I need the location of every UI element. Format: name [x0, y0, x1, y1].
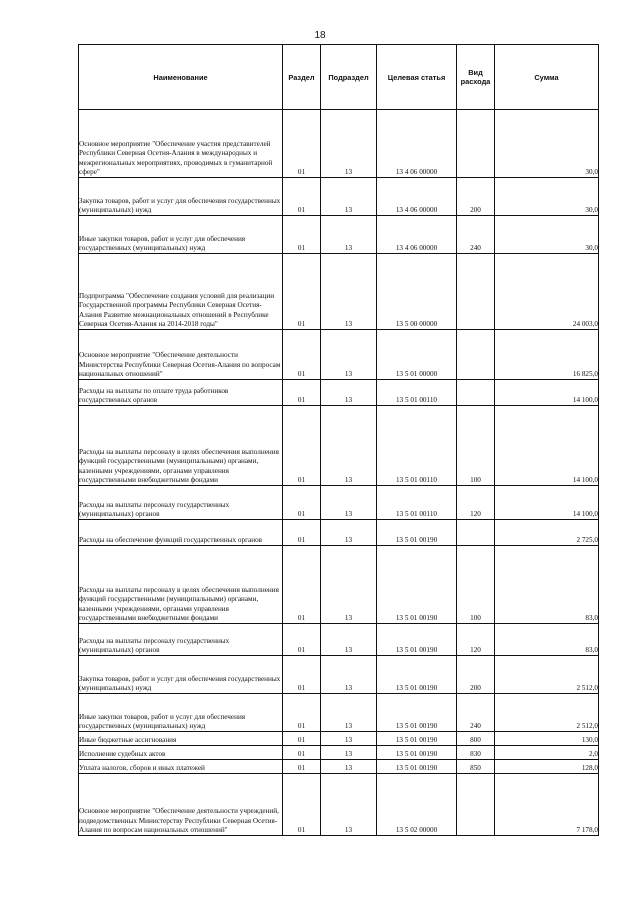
cell-sum: 14 100,0 — [495, 380, 599, 406]
table-row — [79, 380, 599, 406]
cell-target: 13 5 02 00000 — [377, 774, 457, 836]
cell-sum: 2,0 — [495, 746, 599, 760]
budget-table — [78, 44, 599, 836]
cell-type: 120 — [457, 624, 495, 656]
cell-type: 240 — [457, 216, 495, 254]
cell-name: Исполнение судебных актов — [79, 746, 283, 760]
header-section: Раздел — [283, 45, 321, 110]
cell-section: 01 — [283, 760, 321, 774]
cell-subsection: 13 — [321, 694, 377, 732]
table-row — [79, 178, 599, 216]
table-header-row — [79, 45, 599, 110]
cell-section: 01 — [283, 406, 321, 486]
cell-name: Закупка товаров, работ и услуг для обеспечения государственных (муниципальных) нужд — [79, 656, 283, 694]
cell-type: 200 — [457, 178, 495, 216]
cell-name: Основное мероприятие "Обеспечение участия представителей Республики Северная Осетия-Алания в международных и межрегиональных мероприятиях, проводимых в гуманитарной сфере" — [79, 110, 283, 178]
cell-subsection: 13 — [321, 330, 377, 380]
cell-target: 13 5 01 00190 — [377, 746, 457, 760]
cell-sum: 16 825,0 — [495, 330, 599, 380]
cell-name: Расходы на выплаты персоналу государственных (муниципальных) органов — [79, 624, 283, 656]
cell-type — [457, 380, 495, 406]
cell-type: 100 — [457, 406, 495, 486]
header-type: Вид расхода — [457, 45, 495, 110]
table-row — [79, 486, 599, 520]
cell-sum: 83,0 — [495, 624, 599, 656]
cell-sum: 2 512,0 — [495, 656, 599, 694]
cell-target: 13 5 01 00190 — [377, 656, 457, 694]
cell-type: 200 — [457, 656, 495, 694]
cell-target: 13 5 01 00190 — [377, 546, 457, 624]
cell-target: 13 5 01 00110 — [377, 406, 457, 486]
cell-sum: 7 178,0 — [495, 774, 599, 836]
cell-section: 01 — [283, 624, 321, 656]
cell-sum: 2 512,0 — [495, 694, 599, 732]
cell-section: 01 — [283, 656, 321, 694]
cell-section: 01 — [283, 732, 321, 746]
cell-type — [457, 520, 495, 546]
cell-subsection: 13 — [321, 546, 377, 624]
cell-name: Иные закупки товаров, работ и услуг для обеспечения государственных (муниципальных) нужд — [79, 694, 283, 732]
table-row — [79, 216, 599, 254]
header-name: Наименование — [79, 45, 283, 110]
cell-name: Основное мероприятие "Обеспечение деятельности Министерства Республики Северная Осетия-Алания по вопросам национальных отношений" — [79, 330, 283, 380]
table-row — [79, 520, 599, 546]
cell-sum: 14 100,0 — [495, 486, 599, 520]
cell-type: 120 — [457, 486, 495, 520]
cell-sum: 24 003,0 — [495, 254, 599, 330]
cell-subsection: 13 — [321, 216, 377, 254]
cell-name: Уплата налогов, сборов и иных платежей — [79, 760, 283, 774]
cell-section: 01 — [283, 520, 321, 546]
cell-subsection: 13 — [321, 178, 377, 216]
cell-name: Закупка товаров, работ и услуг для обеспечения государственных (муниципальных) нужд — [79, 178, 283, 216]
cell-target: 13 5 01 00000 — [377, 330, 457, 380]
cell-subsection: 13 — [321, 624, 377, 656]
cell-name: Основное мероприятие "Обеспечение деятельности учреждений, подведомственных Министерству Республики Северная Осетия-Алания по вопросам национальных отношений" — [79, 774, 283, 836]
cell-sum: 83,0 — [495, 546, 599, 624]
cell-sum: 130,0 — [495, 732, 599, 746]
cell-name: Иные бюджетные ассигнования — [79, 732, 283, 746]
cell-section: 01 — [283, 546, 321, 624]
cell-subsection: 13 — [321, 656, 377, 694]
cell-section: 01 — [283, 380, 321, 406]
cell-sum: 30,0 — [495, 178, 599, 216]
cell-subsection: 13 — [321, 486, 377, 520]
table-row — [79, 656, 599, 694]
cell-subsection: 13 — [321, 406, 377, 486]
cell-sum: 30,0 — [495, 110, 599, 178]
cell-subsection: 13 — [321, 254, 377, 330]
cell-type — [457, 110, 495, 178]
cell-section: 01 — [283, 216, 321, 254]
cell-type: 100 — [457, 546, 495, 624]
cell-type — [457, 254, 495, 330]
cell-target: 13 5 01 00190 — [377, 520, 457, 546]
header-subsection: Подраздел — [321, 45, 377, 110]
cell-type: 240 — [457, 694, 495, 732]
table-row — [79, 330, 599, 380]
cell-name: Расходы на выплаты по оплате труда работников государственных органов — [79, 380, 283, 406]
cell-subsection: 13 — [321, 380, 377, 406]
cell-name: Подпрограмма "Обеспечение создания условий для реализации Государственной программы Республики Северная Осетия-Алания Развитие межнациональных отношений в Республике Северная Осетия-Алания на 2014-2018 годы" — [79, 254, 283, 330]
table-row — [79, 254, 599, 330]
table-row — [79, 624, 599, 656]
cell-subsection: 13 — [321, 746, 377, 760]
table-row — [79, 760, 599, 774]
cell-target: 13 5 01 00190 — [377, 694, 457, 732]
cell-sum: 30,0 — [495, 216, 599, 254]
cell-name: Расходы на выплаты персоналу в целях обеспечения выполнения функций государственными (муниципальными) органами, казенными учреждениями, органами управления государственными внебюджетными фондами — [79, 406, 283, 486]
cell-target: 13 5 01 00110 — [377, 486, 457, 520]
cell-subsection: 13 — [321, 732, 377, 746]
cell-target: 13 5 01 00190 — [377, 760, 457, 774]
cell-type: 800 — [457, 732, 495, 746]
cell-name: Расходы на выплаты персоналу в целях обеспечения выполнения функций государственными (муниципальными) органами, казенными учреждениями, органами управления государственными внебюджетными фондами — [79, 546, 283, 624]
cell-target: 13 5 01 00190 — [377, 624, 457, 656]
cell-section: 01 — [283, 746, 321, 760]
cell-subsection: 13 — [321, 774, 377, 836]
page-number: 18 — [314, 30, 326, 41]
cell-sum: 2 725,0 — [495, 520, 599, 546]
cell-type — [457, 774, 495, 836]
cell-section: 01 — [283, 330, 321, 380]
cell-sum: 14 100,0 — [495, 406, 599, 486]
cell-name: Иные закупки товаров, работ и услуг для обеспечения государственных (муниципальных) нужд — [79, 216, 283, 254]
header-sum: Сумма — [495, 45, 599, 110]
cell-target: 13 5 00 00000 — [377, 254, 457, 330]
table-row — [79, 774, 599, 836]
cell-section: 01 — [283, 110, 321, 178]
cell-type — [457, 330, 495, 380]
cell-section: 01 — [283, 694, 321, 732]
cell-target: 13 4 06 00000 — [377, 178, 457, 216]
cell-target: 13 5 01 00190 — [377, 732, 457, 746]
cell-target: 13 5 01 00110 — [377, 380, 457, 406]
cell-subsection: 13 — [321, 760, 377, 774]
cell-target: 13 4 06 00000 — [377, 216, 457, 254]
cell-type: 850 — [457, 760, 495, 774]
table-row — [79, 546, 599, 624]
cell-target: 13 4 06 00000 — [377, 110, 457, 178]
cell-section: 01 — [283, 178, 321, 216]
cell-section: 01 — [283, 486, 321, 520]
cell-subsection: 13 — [321, 110, 377, 178]
cell-name: Расходы на выплаты персоналу государственных (муниципальных) органов — [79, 486, 283, 520]
table-row — [79, 732, 599, 746]
cell-name: Расходы на обеспечение функций государственных органов — [79, 520, 283, 546]
cell-section: 01 — [283, 774, 321, 836]
cell-section: 01 — [283, 254, 321, 330]
cell-type: 830 — [457, 746, 495, 760]
cell-subsection: 13 — [321, 520, 377, 546]
cell-sum: 128,0 — [495, 760, 599, 774]
header-target: Целевая статья — [377, 45, 457, 110]
table-row — [79, 406, 599, 486]
table-row — [79, 746, 599, 760]
table-row — [79, 110, 599, 178]
table-row — [79, 694, 599, 732]
